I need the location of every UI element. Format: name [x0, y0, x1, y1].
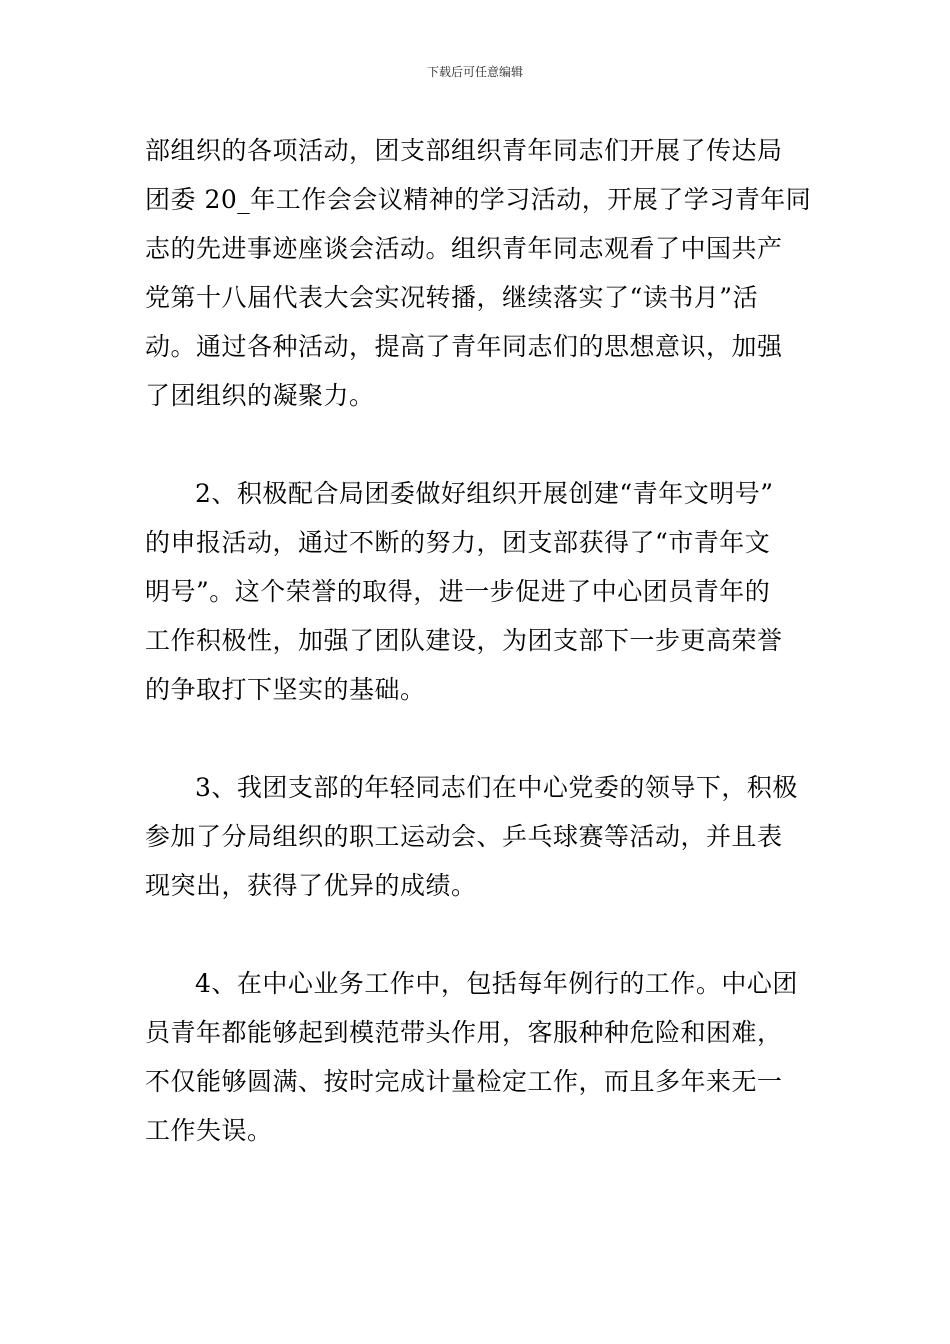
paragraph-line: 工作积极性，加强了团队建设，为团支部下一步更高荣誉: [145, 626, 783, 655]
paragraph-3: [145, 763, 807, 910]
paragraph-line: 的申报活动，通过不断的努力，团支部获得了“市青年文: [145, 528, 771, 557]
paragraph-1: [145, 126, 812, 420]
paragraph-line: 2、积极配合局团委做好组织开展创建“青年文明号”: [195, 479, 774, 508]
paragraph-line: 部组织的各项活动，团支部组织青年同志们开展了传达局: [145, 136, 783, 165]
paragraph-spacer: [145, 910, 807, 959]
paragraph-line: 4、在中心业务工作中，包括每年例行的工作。中心团: [195, 969, 798, 998]
paragraph-line: 工作失误。: [145, 1116, 273, 1145]
paragraph-line: 员青年都能够起到模范带头作用，客服种种危险和困难，: [145, 1018, 783, 1047]
paragraph-line: 团委 20_年工作会会议精神的学习活动，开展了学习青年同: [145, 185, 812, 214]
paragraph-line: 3、我团支部的年轻同志们在中心党委的领导下，积极: [195, 773, 798, 802]
paragraph-line: 了团组织的凝聚力。: [145, 381, 375, 410]
paragraph-line: 党第十八届代表大会实况转播，继续落实了“读书月”活: [145, 283, 759, 312]
page-header: 下载后可任意编辑: [426, 65, 523, 79]
paragraph-line: 志的先进事迹座谈会活动。组织青年同志观看了中国共产: [145, 234, 783, 263]
paragraph-spacer: [145, 714, 807, 763]
paragraph-line: 不仅能够圆满、按时完成计量检定工作，而且多年来无一: [145, 1067, 783, 1096]
paragraph-2: [145, 469, 807, 714]
paragraph-line: 现突出，获得了优异的成绩。: [145, 871, 477, 900]
paragraph-spacer: [145, 420, 807, 469]
paragraph-4: [145, 959, 807, 1155]
paragraph-line: 参加了分局组织的职工运动会、乒乓球赛等活动，并且表: [145, 822, 783, 851]
paragraph-line: 明号”。这个荣誉的取得，进一步促进了中心团员青年的: [145, 577, 771, 606]
document-body: [145, 126, 812, 1155]
paragraph-line: 动。通过各种活动，提高了青年同志们的思想意识，加强: [145, 332, 783, 361]
paragraph-line: 的争取打下坚实的基础。: [145, 675, 426, 704]
